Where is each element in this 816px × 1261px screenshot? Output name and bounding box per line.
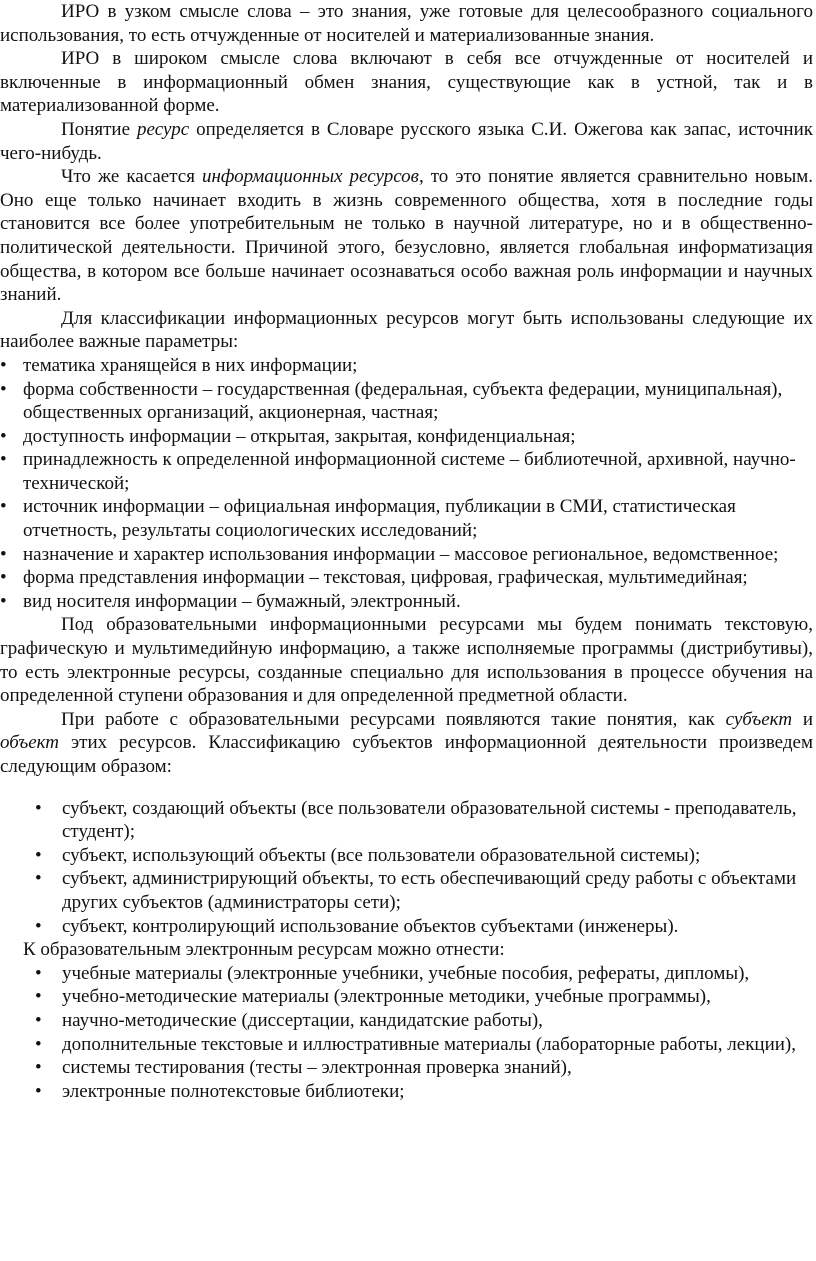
text-run: этих ресурсов. Классификацию субъектов информационной деятельности произведем следующим образом: <box>0 732 813 777</box>
italic-term-subject: субъект <box>725 708 793 730</box>
paragraph-iro-narrow: ИРО в узком смысле слова – это знания, уже готовые для целесообразного социального использования, то есть отчужденные от носителей и материализованные знания. <box>0 1 813 46</box>
list-item: • субъект, администрирующий объекты, то есть обеспечивающий среду работы с объектами других субъектов (администраторы сети); <box>0 867 813 914</box>
paragraph-subject-object <box>0 708 813 779</box>
paragraph-iro-broad: ИРО в широком смысле слова включают в себя все отчужденные от носителей и включенные в информационный обмен знания, существующие как в устной, так и в материализованной форме. <box>0 48 813 117</box>
electronic-resources-list <box>0 962 813 1104</box>
list-item: • вид носителя информации – бумажный, электронный. <box>0 590 813 614</box>
text-run: определяется в Словаре русского языка С.И. Ожегова как запас, источник чего-нибудь. <box>0 118 813 164</box>
list-item: • субъект, создающий объекты (все пользователи образовательной системы - преподаватель, студент); <box>0 797 813 844</box>
list-item: • системы тестирования (тесты – электронная проверка знаний), <box>0 1056 813 1080</box>
list-item: • назначение и характер использования информации – массовое региональное, ведомственное; <box>0 543 813 567</box>
list-item: • субъект, контролирующий использование объектов субъектами (инженеры). <box>0 915 813 939</box>
italic-term-object: объект <box>0 732 59 754</box>
list-item: • принадлежность к определенной информационной системе – библиотечной, архивной, научно-технической; <box>0 448 813 495</box>
text-run: Понятие <box>61 118 138 140</box>
paragraph-classification-intro: Для классификации информационных ресурсов могут быть использованы следующие их наиболее важные параметры: <box>0 307 813 353</box>
list-item: • субъект, использующий объекты (все пользователи образовательной системы); <box>0 844 813 868</box>
list-item: • электронные полнотекстовые библиотеки; <box>0 1080 813 1104</box>
list-item: • тематика хранящейся в них информации; <box>0 354 813 378</box>
text-run: и <box>792 708 813 730</box>
list-item: • учебно-методические материалы (электронные методики, учебные программы), <box>0 985 813 1009</box>
text-run: , то это понятие является сравнительно новым. Оно еще только начинает входить в жизнь современного общества, хотя в последние годы становится все более употребительным не только в научной литературе, но и в общественно-политической деятельности. Причиной этого, безусловно, является глобальная информатизация общества, в котором все больше начинает осознаваться особо важная роль информации и научных знаний. <box>0 166 813 306</box>
paragraph-resource-definition <box>0 118 813 165</box>
paragraph-educational-resources: Под образовательными информационными ресурсами мы будем понимать текстовую, графическую и мультимедийную информацию, а также исполняемые программы (дистрибутивы), то есть электронные ресурсы, созданные специально для использования в процессе обучения на определенной ступени образования и для определенной предметной области. <box>0 614 813 707</box>
text-run: При работе с образовательными ресурсами появляются такие понятия, как <box>61 708 726 730</box>
spacer <box>0 779 813 797</box>
paragraph-information-resources <box>0 165 813 307</box>
subjects-list <box>0 797 813 939</box>
list-item: • учебные материалы (электронные учебники, учебные пособия, рефераты, дипломы), <box>0 962 813 986</box>
list-item: • источник информации – официальная информация, публикации в СМИ, статистическая отчетность, результаты социологических исследований; <box>0 495 813 542</box>
list-item: • форма представления информации – текстовая, цифровая, графическая, мультимедийная; <box>0 566 813 590</box>
text-run: Что же касается <box>61 166 202 188</box>
paragraph-electronic-resources-intro: К образовательным электронным ресурсам можно отнести: <box>23 939 505 961</box>
italic-term-resource: ресурс <box>137 118 190 140</box>
list-item: • научно-методические (диссертации, кандидатские работы), <box>0 1009 813 1033</box>
italic-term-information-resources: информационных ресурсов <box>202 166 419 188</box>
list-item: • форма собственности – государственная (федеральная, субъекта федерации, муниципальная), общественных организаций, акционерная, частная; <box>0 378 813 425</box>
list-item: • доступность информации – открытая, закрытая, конфиденциальная; <box>0 425 813 449</box>
list-item: • дополнительные текстовые и иллюстративные материалы (лабораторные работы, лекции), <box>0 1033 813 1057</box>
parameters-list <box>0 354 813 614</box>
